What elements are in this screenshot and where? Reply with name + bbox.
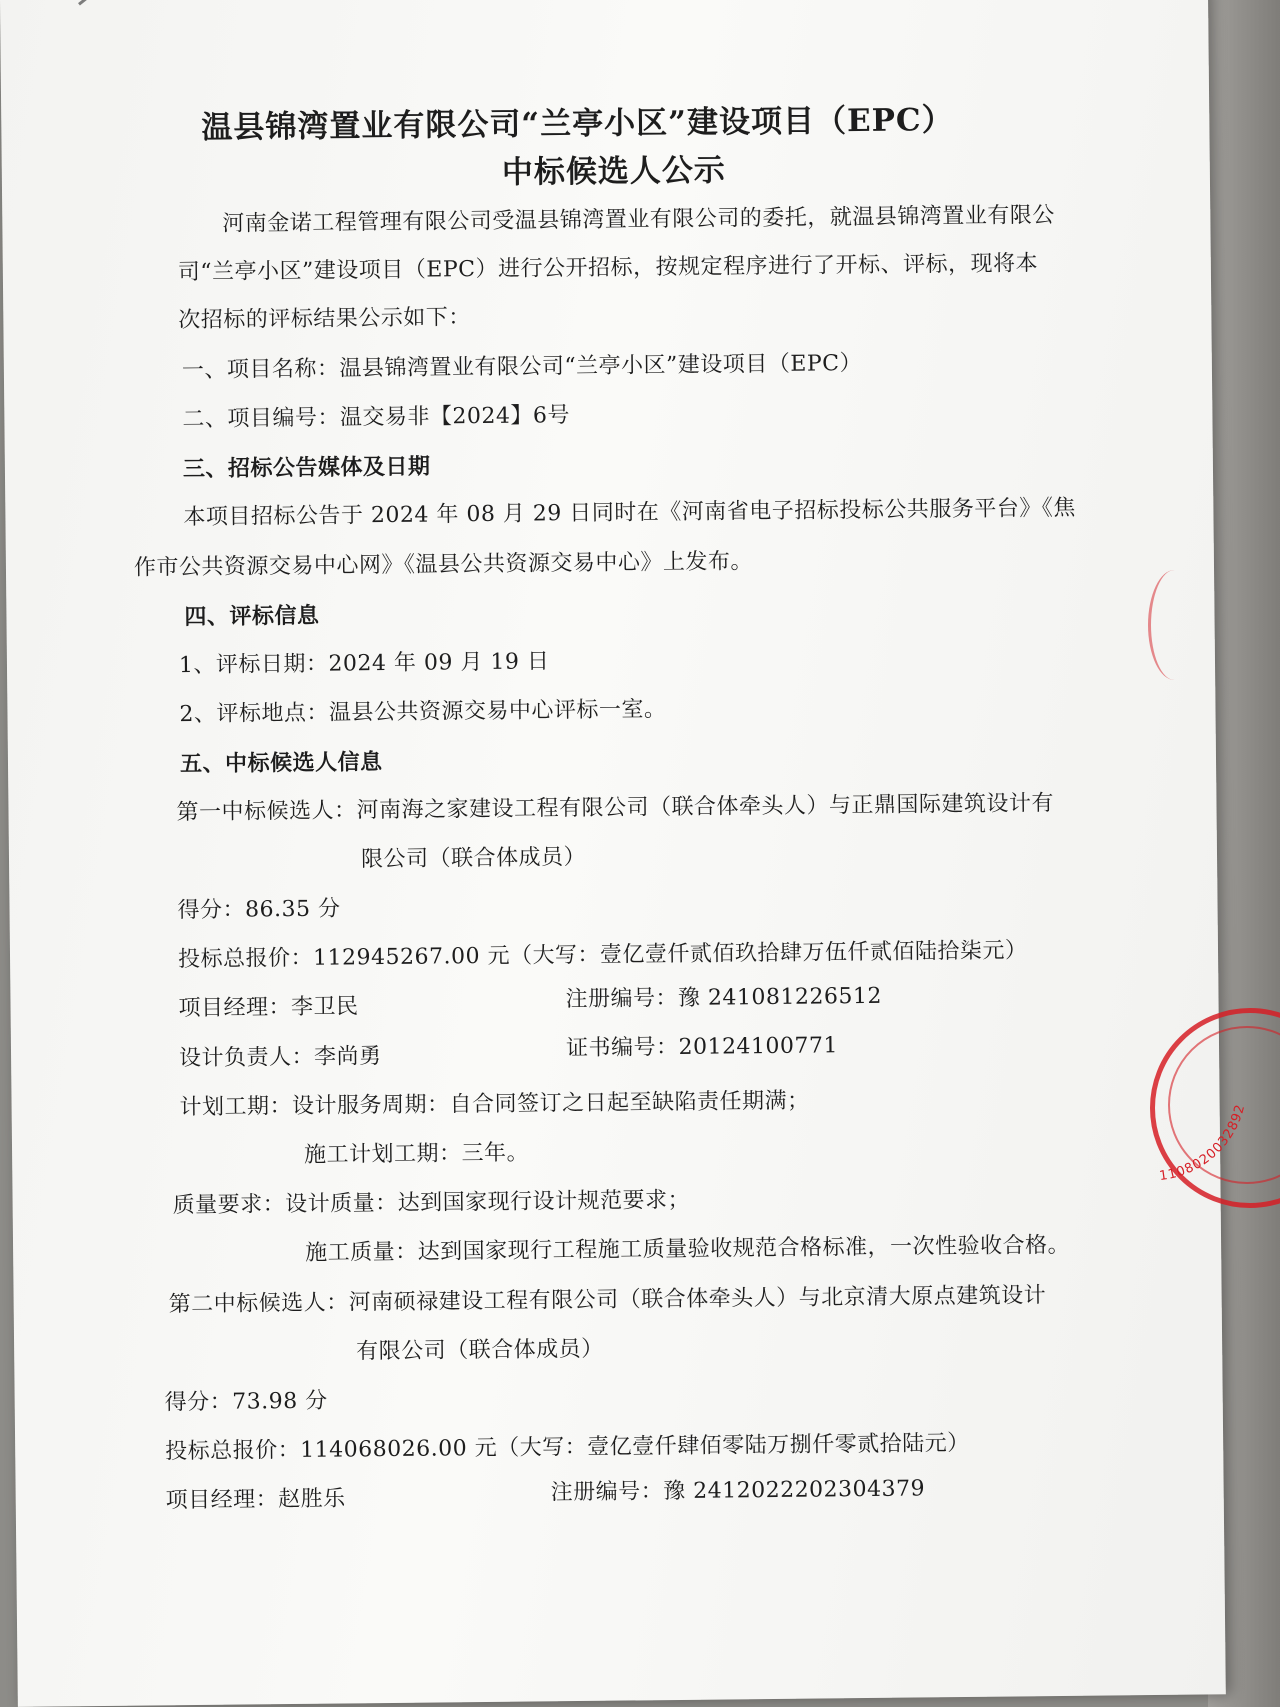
candidate1-price: 投标总报价：112945267.00 元（大写：壹亿壹仟贰佰玖拾肆万伍仟贰佰陆拾柒元） (177, 938, 1028, 973)
intro-line-3: 次招标的评标结果公示如下： (178, 305, 471, 334)
candidate1-period-1: 计划工期：设计服务周期：自合同签订之日起至缺陷责任期满； (179, 1088, 810, 1121)
item5-heading: 五、中标候选人信息 (179, 749, 383, 778)
candidate1-line-1: 第一中标候选人：河南海之家建设工程有限公司（联合体牵头人）与正鼎国际建筑设计有 (176, 791, 1055, 826)
title-line-2: 中标候选人公示 (501, 152, 727, 191)
item-project-number: 二、项目编号：温交易非【2024】6号 (182, 403, 571, 433)
candidate2-manager: 项目经理：赵胜乐 (165, 1486, 346, 1514)
candidate2-line-1: 第二中标候选人：河南硕禄建设工程有限公司（联合体牵头人）与北京清大原点建筑设计 (168, 1283, 1047, 1318)
candidate1-score: 得分：86.35 分 (177, 896, 341, 924)
candidate1-period-2: 施工计划工期：三年。 (303, 1140, 530, 1168)
item3-line-1: 本项目招标公告于 2024 年 08 月 29 日同时在《河南省电子招标投标公共服务平台》《焦 (183, 495, 1076, 531)
candidate2-registration: 注册编号：豫 2412022202304379 (550, 1476, 926, 1506)
candidate1-quality-1: 质量要求：设计质量：达到国家现行设计规范要求； (172, 1187, 691, 1219)
item3-line-2: 作市公共资源交易中心网》《温县公共资源交易中心》上发布。 (133, 549, 754, 581)
item3-heading: 三、招标公告媒体及日期 (182, 453, 431, 483)
pencil-mark (78, 0, 128, 6)
candidate1-designer: 设计负责人：李尚勇 (178, 1044, 382, 1072)
title-line-1: 温县锦湾置业有限公司“兰亭小区”建设项目（EPC） (201, 102, 954, 146)
candidate2-line-2: 有限公司（联合体成员） (356, 1336, 604, 1365)
candidate1-quality-2: 施工质量：达到国家现行工程施工质量验收规范合格标准，一次性验收合格。 (305, 1232, 1071, 1266)
svg-text:1108020032892 (1158, 1102, 1248, 1184)
candidate2-score: 得分：73.98 分 (164, 1388, 328, 1416)
evaluation-place: 2、评标地点：温县公共资源交易中心评标一室。 (179, 697, 667, 728)
candidate2-price: 投标总报价：114068026.00 元（大写：壹亿壹仟肆佰零陆万捌仟零贰拾陆元） (165, 1430, 970, 1465)
intro-line-2: 司“兰亭小区”建设项目（EPC）进行公开招标，按规定程序进行了开标、评标，现将本 (177, 251, 1039, 286)
item-project-name: 一、项目名称：温县锦湾置业有限公司“兰亭小区”建设项目（EPC） (181, 350, 863, 384)
candidate1-registration: 注册编号：豫 241081226512 (565, 983, 883, 1013)
intro-line-1: 河南金诺工程管理有限公司受温县锦湾置业有限公司的委托，就温县锦湾置业有限公 (222, 202, 1055, 237)
seal-text-arc (1140, 1000, 1280, 1200)
item4-heading: 四、评标信息 (184, 602, 320, 631)
seal-fragment (1148, 570, 1201, 680)
candidate1-manager: 项目经理：李卫民 (178, 994, 359, 1022)
candidate1-certificate: 证书编号：20124100771 (565, 1033, 839, 1062)
evaluation-date: 1、评标日期：2024 年 09 月 19 日 (178, 649, 550, 679)
seal-number: 1108020032892 (1158, 1102, 1249, 1185)
candidate1-line-2: 限公司（联合体成员） (360, 844, 587, 873)
